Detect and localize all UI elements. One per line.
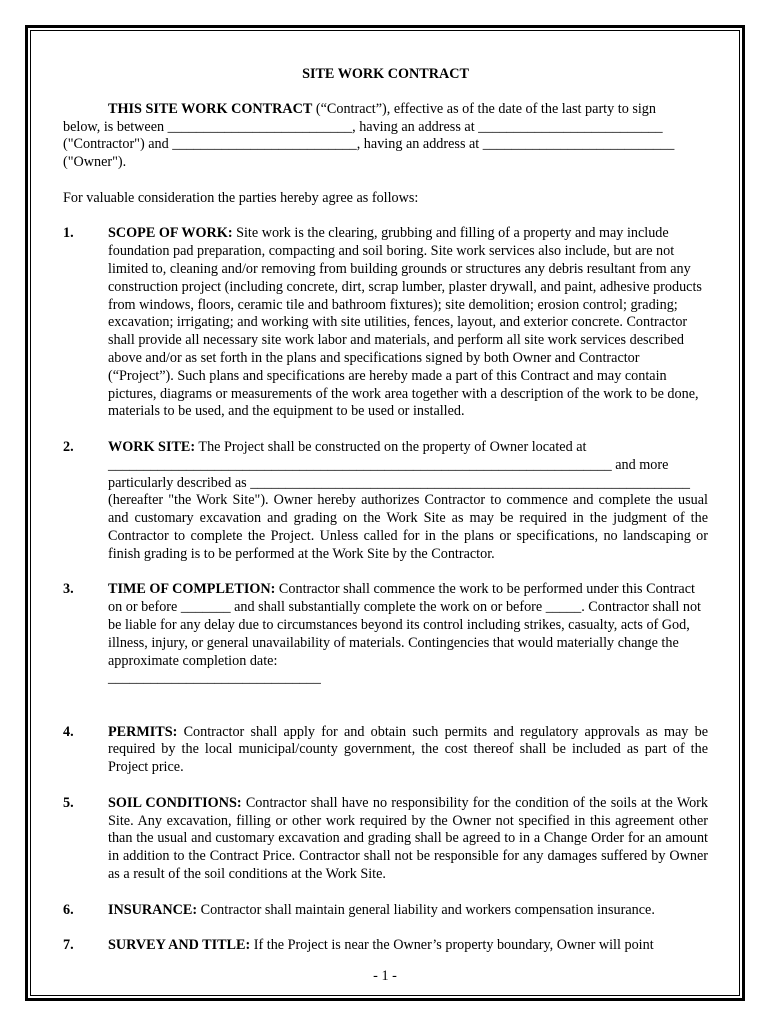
intro-line-3: ("Contractor") and __________________________, having an address at ___________________________ xyxy=(63,136,675,153)
section-work-site xyxy=(63,439,708,564)
section-text: Contractor shall maintain general liability and workers compensation insurance. xyxy=(197,901,655,918)
page-number: - 1 - xyxy=(373,968,397,984)
intro-line-1: (“Contract”), effective as of the date of the last party to sign xyxy=(312,100,656,117)
section-soil-conditions xyxy=(63,795,708,884)
section-scope-of-work xyxy=(63,225,708,421)
section-insurance xyxy=(63,902,708,920)
section-heading: PERMITS: xyxy=(108,723,178,740)
section-number: 3. xyxy=(63,581,74,598)
section-text: If the Project is near the Owner’s property boundary, Owner will point xyxy=(250,937,654,954)
section-permits xyxy=(63,724,708,777)
section-text-line-3: particularly described as ______________________________________________________________ xyxy=(108,474,691,491)
section-number: 2. xyxy=(63,438,74,455)
section-heading: SOIL CONDITIONS: xyxy=(108,794,242,811)
section-number: 4. xyxy=(63,723,74,740)
section-number: 6. xyxy=(63,901,74,918)
section-heading: WORK SITE: xyxy=(108,438,196,455)
section-heading: SURVEY AND TITLE: xyxy=(108,937,251,954)
contingency-blank: ______________________________ xyxy=(108,670,321,687)
document-body xyxy=(63,66,708,955)
section-text-line-2: _______________________________________________________________________ and more xyxy=(108,456,669,473)
section-text: Site work is the clearing, grubbing and filling of a property and may include foundation pad preparation, compacting and soil boring. Site work services also include, but are not limited to, cleaning and/or removing from building grounds or structures any debris resultant from any construction project (including concrete, dirt, scrap lumber, plaster drywall, and paint, adhesive products from windows, floors, ceramic tile and bathroom fixtures); site demolition; erosion control; grading; excavation; irrigating; and working with site utilities, fences, layout, and exterior concrete. Contractor shall provide all necessary site work labor and materials, and perform all site work services described above and/or as set forth in the plans and specifications signed by both Owner and Contractor (“Project”). Such plans and specifications are hereby made a part of this Contract and may contain pictures, diagrams or measurements of the work area together with a description of the work to be done, materials to be used, and the equipment to be used or installed. xyxy=(108,225,702,420)
intro-line-2: below, is between __________________________, having an address at __________________________ xyxy=(63,118,663,135)
section-text: Contractor shall commence the work to be performed under this Contract on or before _______ and shall substantially complete the work on or before _____. Contractor shall not be liable for any delay due to circumstances beyond its control including strikes, casualty, acts of God, illness, injury, or general unavailability of materials. Contingencies that would materially change the approximate completion date: xyxy=(108,581,701,669)
section-heading: SCOPE OF WORK: xyxy=(108,225,233,242)
section-text: (hereafter "the Work Site"). Owner hereby authorizes Contractor to commence and complete the usual and customary excavation and grading on the Work Site as may be required in the judgment of the Contractor to complete the Project. Unless called for in the plans or specifications, no landscaping or finish grading is to be performed at the Work Site by the Contractor. xyxy=(108,492,708,562)
section-number: 1. xyxy=(63,225,74,242)
section-time-of-completion xyxy=(63,581,708,688)
section-number: 5. xyxy=(63,794,74,811)
intro-line-4: ("Owner"). xyxy=(63,154,127,171)
section-heading: TIME OF COMPLETION: xyxy=(108,581,276,598)
consideration-text: For valuable consideration the parties hereby agree as follows: xyxy=(63,189,419,206)
section-number: 7. xyxy=(63,937,74,954)
section-text: Contractor shall have no responsibility for the condition of the soils at the Work Site. Any excavation, filling or other work required by the Owner not specified in this agreement other than the usual and customary excavation and grading shall be agreed to in a Change Order for an amount in addition to the Contract Price. Contractor shall not be responsible for any damages suffered by Owner as a result of the soil conditions at the Work Site. xyxy=(108,794,708,883)
intro-lead: THIS SITE WORK CONTRACT xyxy=(108,100,313,117)
intro-paragraph xyxy=(63,101,708,172)
document-title: SITE WORK CONTRACT xyxy=(302,66,469,82)
section-survey-and-title xyxy=(63,937,708,955)
section-heading: INSURANCE: xyxy=(108,901,198,918)
section-text: Contractor shall apply for and obtain such permits and regulatory approvals as may be required by the local municipal/county government, the cost thereof shall be included as part of the Project price. xyxy=(108,723,708,776)
section-text-line-1: The Project shall be constructed on the property of Owner located at xyxy=(195,438,587,455)
